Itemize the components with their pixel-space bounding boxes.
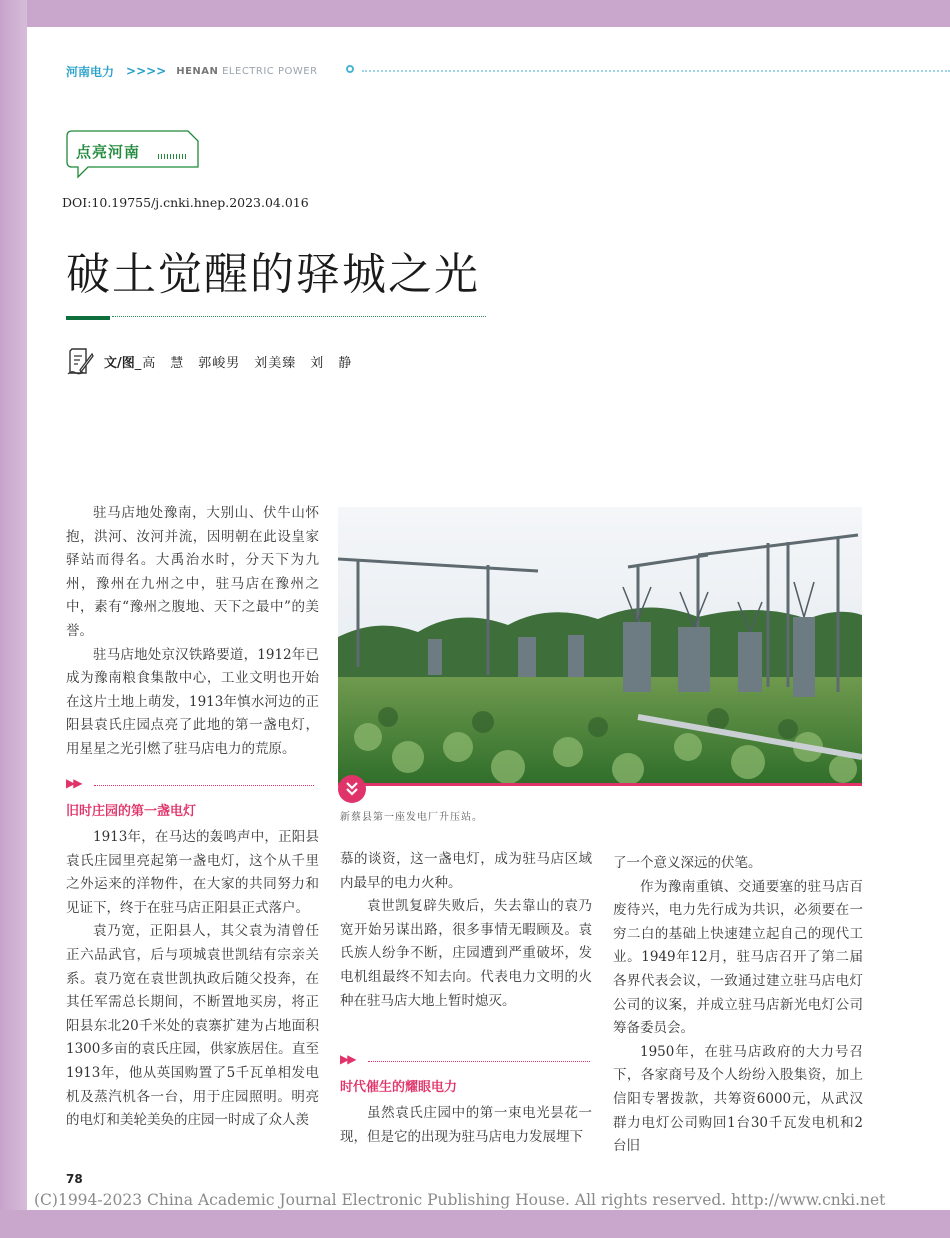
paragraph: 慕的谈资，这一盏电灯，成为驻马店区域内最早的电力火种。: [340, 851, 592, 891]
substation-image: [338, 507, 862, 785]
section-label: 点亮河南: [76, 143, 141, 161]
title-dotted-rule: [112, 316, 486, 317]
page-number: 78: [66, 1172, 83, 1186]
section-ticks: [158, 154, 186, 159]
article-title: 破土觉醒的驿城之光: [66, 249, 480, 300]
subheading-text: 旧时庄园的第一盏电灯: [66, 804, 197, 819]
byline: [66, 346, 352, 376]
author-names: _高 慧 郭峻男 刘美臻 刘 静: [134, 355, 353, 371]
column-1-intro: [66, 502, 319, 762]
writing-icon: [66, 346, 94, 376]
paragraph: 1913年，在马达的轰鸣声中，正阳县袁氏庄园里亮起第一盏电灯，这个从千里之外运来的洋物件，在大家的共同努力和见证下，终于在驻马店正阳县正式落户。: [66, 829, 319, 916]
doi: DOI:10.19755/j.cnki.hnep.2023.04.016: [62, 195, 309, 210]
journal-name-en: HENAN ELECTRIC POWER: [176, 65, 318, 77]
chevrons-icon: >>>>: [126, 64, 167, 78]
chevron-down-icon: [338, 775, 366, 803]
double-arrow-icon: ▶▶: [66, 776, 81, 790]
subheading-dotted-rule: [94, 785, 314, 786]
title-underline-bar: [66, 316, 110, 320]
column-2-body: [340, 848, 592, 1013]
journal-name-cn: 河南电力: [66, 64, 115, 79]
byline-prefix: 文/图: [104, 355, 135, 371]
paragraph: 虽然袁氏庄园中的第一束电光昙花一现，但是它的出现为驻马店电力发展埋下: [340, 1105, 592, 1145]
column-2-body-continued: [340, 1102, 592, 1149]
subheading-text: 时代催生的耀眼电力: [340, 1080, 458, 1095]
paragraph: 袁世凯复辟失败后，失去靠山的袁乃宽开始另谋出路，很多事情无暇顾及。袁氏族人纷争不断，庄园遭到严重破坏，发电机组最终不知去向。代表电力文明的火种在驻马店大地上暂时熄灭。: [340, 898, 592, 1009]
photo-accent-bar: [338, 783, 862, 786]
subheading-1: [66, 776, 319, 819]
running-header: [66, 63, 318, 79]
photo-caption: 新蔡县第一座发电厂升压站。: [340, 812, 483, 823]
top-decor-band: [0, 0, 950, 27]
double-arrow-icon: ▶▶: [340, 1052, 355, 1066]
paragraph: 了一个意义深远的伏笔。: [613, 855, 762, 871]
left-decor-band: [0, 0, 27, 1238]
paragraph: 袁乃宽，正阳县人，其父袁为清曾任正六品武官，后与项城袁世凯结有宗亲关系。袁乃宽在袁世凯执政后随父投奔，在其任军需总长期间，不断置地买房，将正阳县东北20千米处的袁寨扩建为占地面积1300多亩的袁氏庄园，供家族居住。直至1913年，他从英国购置了5千瓦单相发电机及蒸汽机各一台，用于庄园照明。明亮的电灯和美轮美奂的庄园一时成了众人羡: [66, 923, 319, 1129]
section-tag: [66, 130, 198, 168]
column-1-body: [66, 826, 319, 1133]
bottom-decor-band: [0, 1210, 950, 1238]
header-dotted-rule: [362, 70, 950, 72]
paragraph: 作为豫南重镇、交通要塞的驻马店百废待兴，电力先行成为共识，必须要在一穷二白的基础上快速建立起自己的现代工业。1949年12月，驻马店召开了第二届各界代表会议，一致通过建立驻马店电灯公司的议案，并成立驻马店新光电灯公司筹备委员会。: [613, 878, 863, 1037]
subheading-dotted-rule: [368, 1061, 590, 1062]
paragraph: 1950年，在驻马店政府的大力号召下，各家商号及个人纷纷入股集资，加上信阳专署拨款，共筹资6000元，从武汉群力电灯公司购回1台30千瓦发电机和2台旧: [613, 1043, 863, 1155]
header-circle-icon: [346, 65, 354, 73]
paragraph: 驻马店地处豫南，大别山、伏牛山怀抱，洪河、汝河并流，因明朝在此设皇家驿站而得名。大禹治水时，分天下为九州，豫州在九州之中，驻马店在豫州之中，素有“豫州之腹地、天下之最中”的美誉。: [66, 505, 319, 639]
paragraph: 驻马店地处京汉铁路要道，1912年已成为豫南粮食集散中心，工业文明也开始在这片土地上萌发，1913年慎水河边的正阳县袁氏庄园点亮了此地的第一盏电灯，用星星之光引燃了驻马店电力的荒原。: [66, 646, 319, 757]
subheading-2: [340, 1052, 592, 1095]
column-3-body: [613, 852, 863, 1159]
chevron-down-badge-icon: [338, 775, 366, 803]
substation-photo: [338, 507, 862, 785]
copyright-notice: (C)1994-2023 China Academic Journal Electronic Publishing House. All rights reserved. http://www.cnki.net: [34, 1191, 886, 1209]
